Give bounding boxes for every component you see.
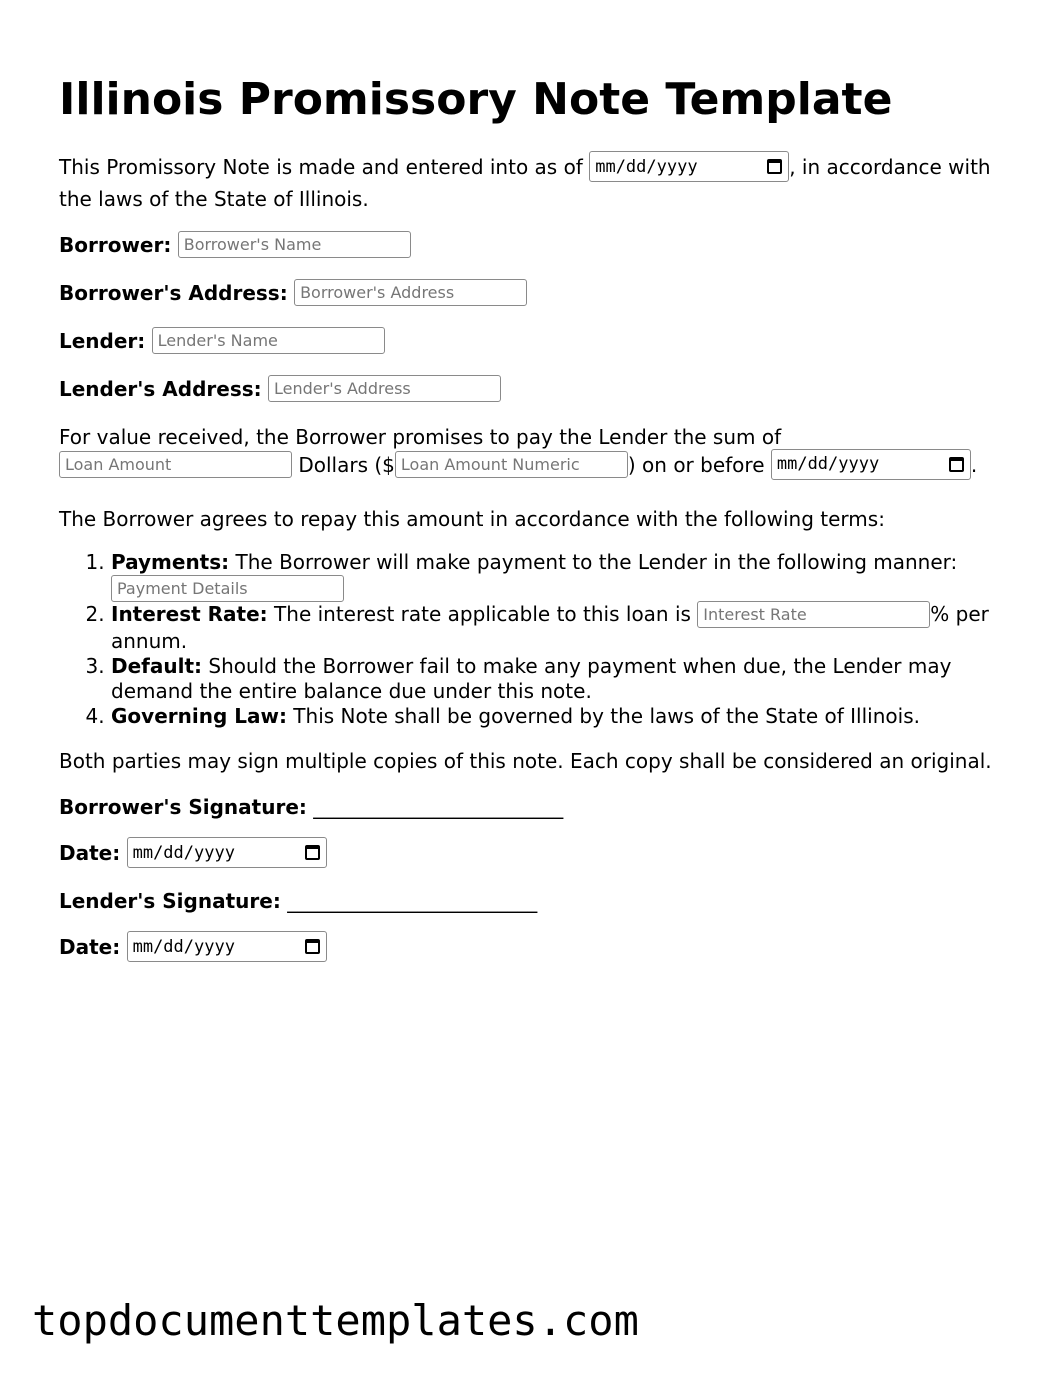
borrower-date-row	[59, 838, 1009, 870]
borrower-address-label: Borrower's Address:	[59, 281, 288, 305]
borrower-signature-row	[59, 792, 1009, 822]
intro-text-after: , in accordance with the laws of the State of Illinois.	[59, 155, 991, 211]
interest-rate-input[interactable]	[697, 601, 930, 628]
term-text: Should the Borrower fail to make any payment when due, the Lender may demand the entire balance due under this note.	[111, 654, 952, 703]
lender-signature-line[interactable]: _________________________	[287, 889, 538, 913]
term-text: This Note shall be governed by the laws of the State of Illinois.	[286, 704, 920, 728]
lender-address-label: Lender's Address:	[59, 377, 262, 401]
payment-details-input[interactable]	[111, 575, 344, 602]
intro-text-before: This Promissory Note is made and entered into as of	[59, 155, 590, 179]
lender-address-row	[59, 374, 1009, 404]
copies-note: Both parties may sign multiple copies of this note. Each copy shall be considered an original.	[59, 749, 992, 773]
due-date-input[interactable]	[771, 449, 971, 480]
borrower-address-input[interactable]	[294, 279, 527, 306]
borrower-name-input[interactable]	[178, 231, 411, 258]
term-label: Payments:	[111, 550, 230, 574]
calendar-icon[interactable]	[305, 845, 320, 860]
calendar-icon[interactable]	[767, 159, 782, 174]
lender-address-input[interactable]	[268, 375, 501, 402]
term-text: The Borrower will make payment to the Lender in the following manner:	[229, 550, 958, 574]
term-text: The interest rate applicable to this loan is	[267, 602, 698, 626]
lender-signature-label: Lender's Signature:	[59, 889, 281, 913]
term-payments	[111, 550, 1009, 602]
term-governing-law	[111, 704, 1009, 729]
lender-name-input[interactable]	[152, 327, 385, 354]
lender-date-label: Date:	[59, 935, 121, 959]
lender-date-row	[59, 932, 1009, 964]
term-suffix: % per annum.	[111, 602, 989, 653]
agreement-date-input[interactable]	[589, 151, 789, 182]
sum-paragraph	[59, 424, 1009, 482]
sum-text-dollars: Dollars ($	[292, 453, 395, 477]
lender-label: Lender:	[59, 329, 146, 353]
borrower-row	[59, 230, 1009, 260]
borrower-sign-date-placeholder: mm/dd/yyyy	[132, 842, 235, 863]
sum-text-intro: For value received, the Borrower promises to pay the Lender the sum of	[59, 425, 782, 449]
term-interest-rate	[111, 602, 1009, 654]
lender-sign-date-placeholder: mm/dd/yyyy	[132, 936, 235, 957]
due-date-placeholder: mm/dd/yyyy	[776, 454, 880, 474]
borrower-sign-date-input[interactable]	[127, 837, 327, 868]
document-page	[59, 70, 1009, 980]
lender-sign-date-input[interactable]	[127, 931, 327, 962]
terms-intro: The Borrower agrees to repay this amount in accordance with the following terms:	[59, 507, 885, 531]
lender-signature-row	[59, 886, 1009, 916]
site-watermark: topdocumenttemplates.com	[32, 1296, 639, 1345]
agreement-date-placeholder: mm/dd/yyyy	[595, 156, 698, 177]
intro-paragraph	[59, 152, 1009, 214]
borrower-address-row	[59, 278, 1009, 308]
calendar-icon[interactable]	[949, 457, 964, 472]
lender-row	[59, 326, 1009, 356]
borrower-signature-line[interactable]: _________________________	[313, 795, 564, 819]
sum-text-end: .	[970, 453, 978, 477]
term-label: Default:	[111, 654, 203, 678]
term-label: Interest Rate:	[111, 602, 268, 626]
page-title: Illinois Promissory Note Template	[59, 74, 893, 125]
loan-amount-input[interactable]	[59, 451, 292, 478]
terms-list	[59, 550, 1009, 729]
calendar-icon[interactable]	[305, 939, 320, 954]
borrower-signature-label: Borrower's Signature:	[59, 795, 307, 819]
loan-amount-numeric-input[interactable]	[395, 451, 628, 478]
term-default	[111, 654, 1009, 704]
borrower-date-label: Date:	[59, 841, 121, 865]
term-label: Governing Law:	[111, 704, 287, 728]
borrower-label: Borrower:	[59, 233, 172, 257]
sum-text-before: ) on or before	[627, 453, 771, 477]
